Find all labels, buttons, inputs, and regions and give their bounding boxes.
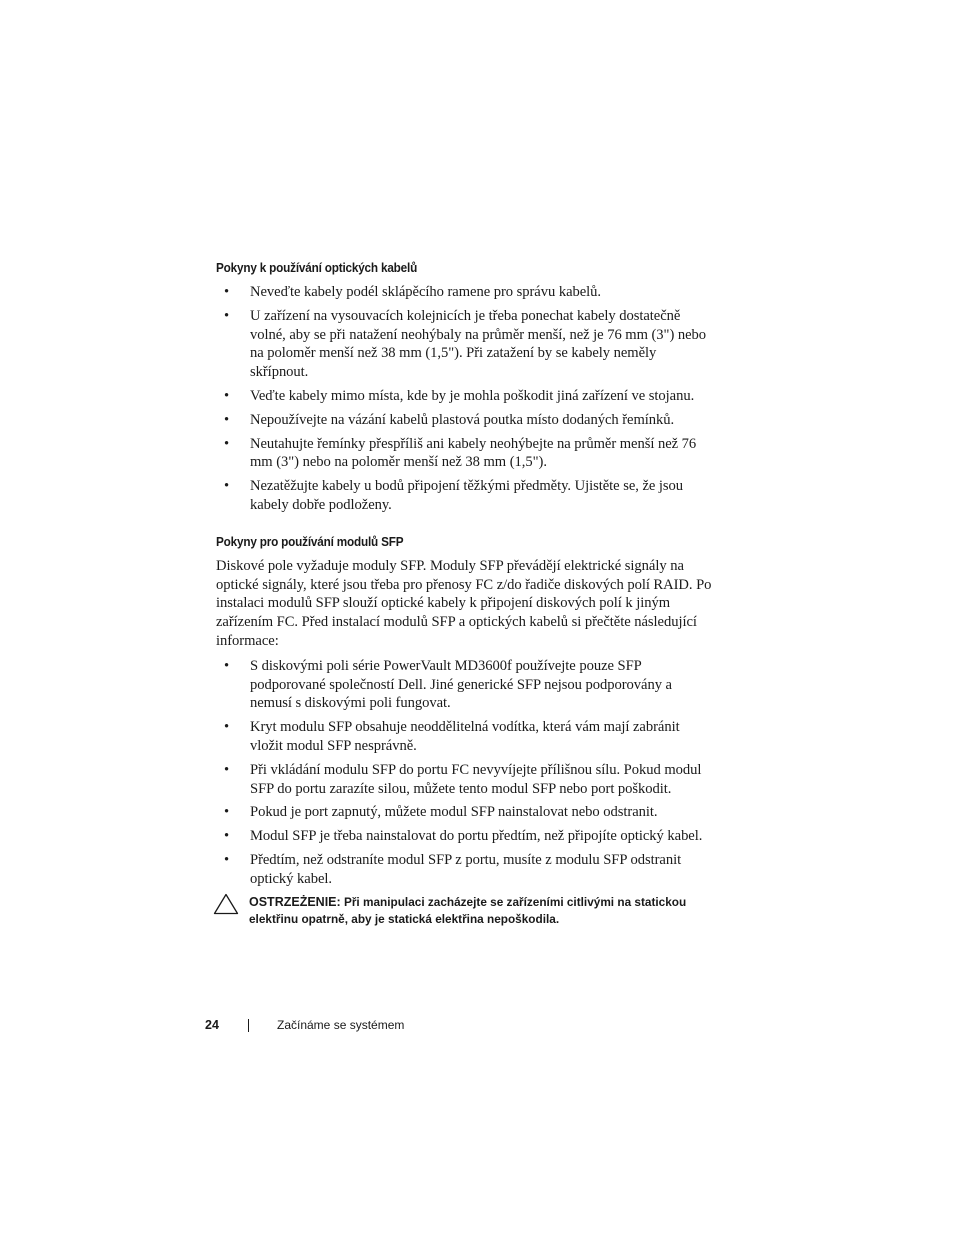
bullet-icon: • [224,387,230,404]
bullet-icon: • [224,719,230,736]
warning-notice [216,894,716,928]
bullet-icon: • [224,307,230,324]
bullet-icon: • [224,761,230,778]
list-item-text: Při vkládání modulu SFP do portu FC nevyvíjejte přílišnou sílu. Pokud modul SFP do portu zarazíte silou, můžete tento modul SFP nebo port poškodit. [250,761,702,797]
sfp-modules-list [216,657,716,889]
list-item-text: U zařízení na vysouvacích kolejnicích je třeba ponechat kabely dostatečně volné, aby se při natažení neohýbaly na průměr menší, než je 76 mm (3") nebo na poloměr menší než 38 mm (1,5"). Při zatažení by se kabely neměly skřípnout. [250,307,707,381]
list-item [216,851,716,889]
list-item-text: Pokud je port zapnutý, můžete modul SFP nainstalovat nebo odstranit. [250,804,658,821]
warning-label: OSTRZEŻENIE: [249,894,341,909]
bullet-icon: • [224,657,230,674]
list-item-text: Neutahujte řemínky přespříliš ani kabely neohýbejte na průměr menší než 76 mm (3") nebo na poloměr menší než 38 mm (1,5"). [250,435,697,471]
page-content [216,259,716,928]
bullet-icon: • [224,284,230,300]
list-item [216,283,716,302]
list-item-text: Modul SFP je třeba nainstalovat do portu předtím, než připojíte optický kabel. [250,828,703,845]
bullet-icon: • [224,828,230,845]
list-item [216,657,716,713]
bullet-icon: • [224,435,230,452]
section-heading-optical-cables: Pokyny k používání optických kabelů [216,261,418,275]
warning-text: Při manipulaci zacházejte se zařízeními citlivými na statickou elektřinu opatrně, aby je statická elektřina nepoškodila. [249,894,687,926]
chapter-title: Začínáme se systémem [277,1018,405,1032]
bullet-icon: • [224,478,230,495]
bullet-icon: • [224,804,230,821]
list-item-text: Nepoužívejte na vázání kabelů plastová poutka místo dodaných řemínků. [250,411,675,428]
warning-triangle-icon [213,893,239,915]
list-item-text: Kryt modulu SFP obsahuje neoddělitelná vodítka, která vám mají zabránit vložit modul SFP nesprávně. [250,719,680,754]
list-item [216,718,716,756]
list-item [216,435,716,473]
bullet-icon: • [224,411,230,428]
list-item-text: Předtím, než odstraníte modul SFP z portu, musíte z modulu SFP odstranit optický kabel. [250,851,682,887]
page-number: 24 [205,1018,219,1032]
list-item [216,411,716,430]
footer-divider [248,1019,249,1032]
list-item-text: Veďte kabely mimo místa, kde by je mohla poškodit jiná zařízení ve stojanu. [250,387,695,404]
list-item-text: Nezatěžujte kabely u bodů připojení těžkými předměty. Ujistěte se, že jsou kabely dobře podloženy. [250,478,684,513]
section-heading-sfp-modules: Pokyny pro používání modulů SFP [216,534,404,549]
list-item [216,477,716,515]
bullet-icon: • [224,851,230,868]
page-footer [205,1016,705,1034]
list-item [216,761,716,799]
list-item-text: S diskovými poli série PowerVault MD3600f používejte pouze SFP podporované společností Dell. Jiné generické SFP nejsou podporovány a nemusí s diskovými poli fungovat. [250,657,672,712]
list-item [216,827,716,846]
sfp-intro-paragraph: Diskové pole vyžaduje moduly SFP. Moduly SFP převádějí elektrické signály na optické signály, které jsou třeba pro přenosy FC z/do řadiče diskových polí RAID. Po instalaci modulů SFP slouží optické kabely k připojení diskových polí k jiným zařízením FC. Před instalací modulů SFP a optických kabelů si přečtěte následující informace: [216,557,712,649]
optical-cables-list [216,283,716,515]
list-item [216,803,716,822]
list-item [216,307,716,382]
list-item [216,387,716,406]
list-item-text: Neveďte kabely podél sklápěcího ramene pro správu kabelů. [250,284,602,300]
